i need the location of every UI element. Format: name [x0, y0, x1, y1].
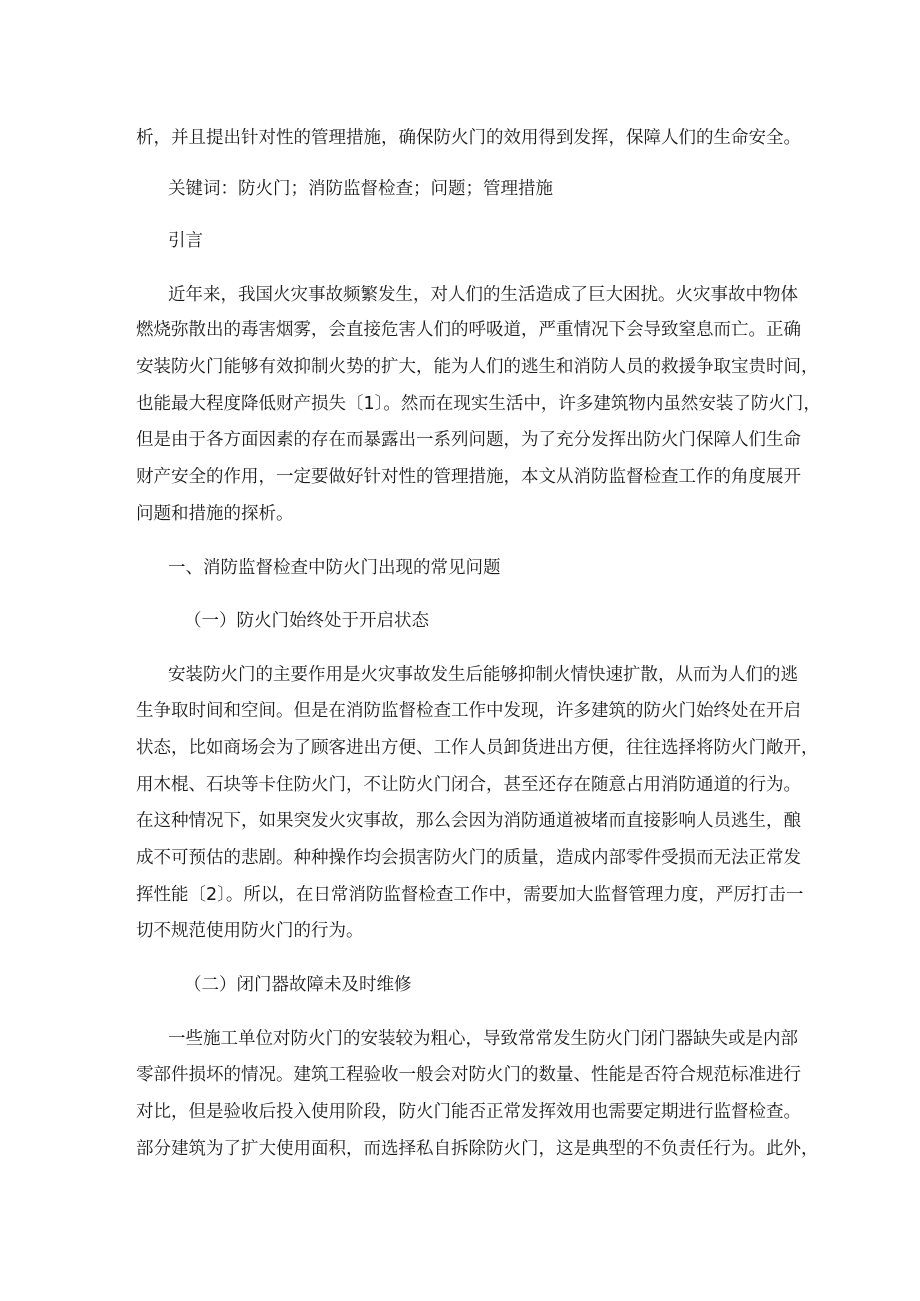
text-line: 燃烧弥散出的毒害烟雾，会直接危害人们的呼吸道，严重情况下会导致窒息而亡。正确 [136, 320, 801, 340]
section-heading: 一、消防监督检查中防火门出现的常见问题 [168, 558, 501, 578]
text-line: 对比，但是验收后投入使用阶段，防火门能否正常发挥效用也需要定期进行监督检查。 [136, 1102, 801, 1122]
text-line: 用木棍、石块等卡住防火门，不让防火门闭合，甚至还存在随意占用消防通道的行为。 [136, 775, 801, 795]
text-line: 也能最大程度降低财产损失〔1〕。然而在现实生活中，许多建筑物内虽然安装了防火门， [136, 394, 821, 414]
text-line: 切不规范使用防火门的行为。 [136, 921, 364, 941]
text-line: 财产安全的作用，一定要做好针对性的管理措施，本文从消防监督检查工作的角度展开 [136, 467, 801, 487]
intro-heading: 引言 [168, 231, 203, 251]
text-line: 状态，比如商场会为了顾客进出方便、工作人员卸货进出方便，往往选择将防火门敞开， [136, 738, 819, 758]
text-line: 安装防火门能够有效抑制火势的扩大，能为人们的逃生和消防人员的救援争取宝贵时间， [136, 357, 819, 377]
subsection-heading: （二）闭门器故障未及时维修 [184, 975, 412, 995]
keywords-line: 关键词：防火门；消防监督检查；问题；管理措施 [168, 179, 553, 199]
text-line: 在这种情况下，如果突发火灾事故，那么会因为消防通道被堵而直接影响人员逃生，酿 [136, 811, 801, 831]
text-line: 安装防火门的主要作用是火灾事故发生后能够抑制火情快速扩散，从而为人们的逃 [168, 665, 798, 685]
text-line: 析，并且提出针对性的管理措施，确保防火门的效用得到发挥，保障人们的生命安全。 [136, 128, 801, 148]
text-line: 挥性能〔2〕。所以，在日常消防监督检查工作中，需要加大监督管理力度，严厉打击一 [136, 885, 804, 905]
text-line: 生争取时间和空间。但是在消防监督检查工作中发现，许多建筑的防火门始终处在开启 [136, 701, 801, 721]
text-line: 近年来，我国火灾事故频繁发生，对人们的生活造成了巨大困扰。火灾事故中物体 [168, 285, 798, 305]
text-line: 一些施工单位对防火门的安装较为粗心，导致常常发生防火门闭门器缺失或是内部 [168, 1029, 798, 1049]
subsection-heading: （一）防火门始终处于开启状态 [184, 611, 429, 631]
text-line: 零部件损坏的情况。建筑工程验收一般会对防火门的数量、性能是否符合规范标准进行 [136, 1065, 801, 1085]
text-line: 问题和措施的探析。 [136, 504, 294, 524]
text-line: 成不可预估的悲剧。种种操作均会损害防火门的质量，造成内部零件受损而无法正常发 [136, 848, 801, 868]
text-line: 但是由于各方面因素的存在而暴露出一系列问题，为了充分发挥出防火门保障人们生命 [136, 430, 801, 450]
text-line: 部分建筑为了扩大使用面积，而选择私自拆除防火门，这是典型的不负责任行为。此外， [136, 1139, 819, 1159]
